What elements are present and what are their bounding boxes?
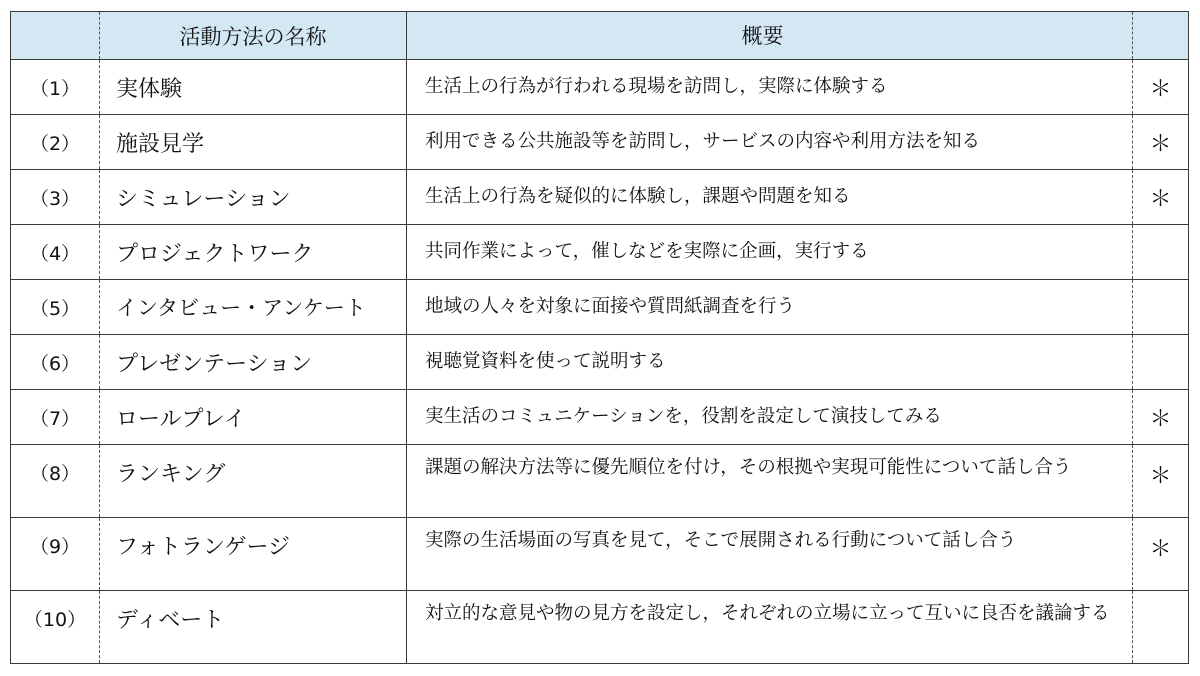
table-row <box>11 591 1189 664</box>
row-name: プレゼンテーション <box>100 335 407 390</box>
header-number <box>11 12 100 60</box>
row-description: 共同作業によって，催しなどを実際に企画，実行する <box>407 225 1133 280</box>
row-number: （3） <box>11 170 100 225</box>
row-number: （8） <box>11 445 100 518</box>
row-mark <box>1133 225 1189 280</box>
header-name: 活動方法の名称 <box>100 12 407 60</box>
row-name: ランキング <box>100 445 407 518</box>
row-name: シミュレーション <box>100 170 407 225</box>
header-mark <box>1133 12 1189 60</box>
row-number: （5） <box>11 280 100 335</box>
row-number: （6） <box>11 335 100 390</box>
row-mark: ＊ <box>1133 518 1189 591</box>
row-name: 施設見学 <box>100 115 407 170</box>
table-row <box>11 445 1189 518</box>
table-row <box>11 170 1189 225</box>
row-name: インタビュー・アンケート <box>100 280 407 335</box>
row-name: 実体験 <box>100 60 407 115</box>
table-row <box>11 390 1189 445</box>
row-description: 対立的な意見や物の見方を設定し，それぞれの立場に立って互いに良否を議論する <box>407 591 1133 664</box>
row-description: 実生活のコミュニケーションを，役割を設定して演技してみる <box>407 390 1133 445</box>
row-name: ロールプレイ <box>100 390 407 445</box>
row-description: 実際の生活場面の写真を見て，そこで展開される行動について話し合う <box>407 518 1133 591</box>
table-row <box>11 280 1189 335</box>
row-description: 課題の解決方法等に優先順位を付け，その根拠や実現可能性について話し合う <box>407 445 1133 518</box>
row-number: （7） <box>11 390 100 445</box>
row-mark: ＊ <box>1133 170 1189 225</box>
row-description: 利用できる公共施設等を訪問し，サービスの内容や利用方法を知る <box>407 115 1133 170</box>
row-mark <box>1133 335 1189 390</box>
row-number: （9） <box>11 518 100 591</box>
table-row <box>11 60 1189 115</box>
table-row <box>11 225 1189 280</box>
table-header-row <box>11 12 1189 60</box>
row-mark <box>1133 280 1189 335</box>
row-name: ディベート <box>100 591 407 664</box>
row-mark: ＊ <box>1133 115 1189 170</box>
row-description: 視聴覚資料を使って説明する <box>407 335 1133 390</box>
row-name: プロジェクトワーク <box>100 225 407 280</box>
row-mark: ＊ <box>1133 445 1189 518</box>
row-mark: ＊ <box>1133 60 1189 115</box>
row-number: （10） <box>11 591 100 664</box>
table-row <box>11 335 1189 390</box>
row-name: フォトランゲージ <box>100 518 407 591</box>
table-row <box>11 518 1189 591</box>
header-description: 概要 <box>407 12 1133 60</box>
row-mark: ＊ <box>1133 390 1189 445</box>
activity-methods-table <box>10 11 1189 664</box>
row-number: （1） <box>11 60 100 115</box>
table-row <box>11 115 1189 170</box>
row-description: 地域の人々を対象に面接や質問紙調査を行う <box>407 280 1133 335</box>
row-number: （4） <box>11 225 100 280</box>
row-number: （2） <box>11 115 100 170</box>
row-mark <box>1133 591 1189 664</box>
row-description: 生活上の行為が行われる現場を訪問し，実際に体験する <box>407 60 1133 115</box>
row-description: 生活上の行為を疑似的に体験し，課題や問題を知る <box>407 170 1133 225</box>
